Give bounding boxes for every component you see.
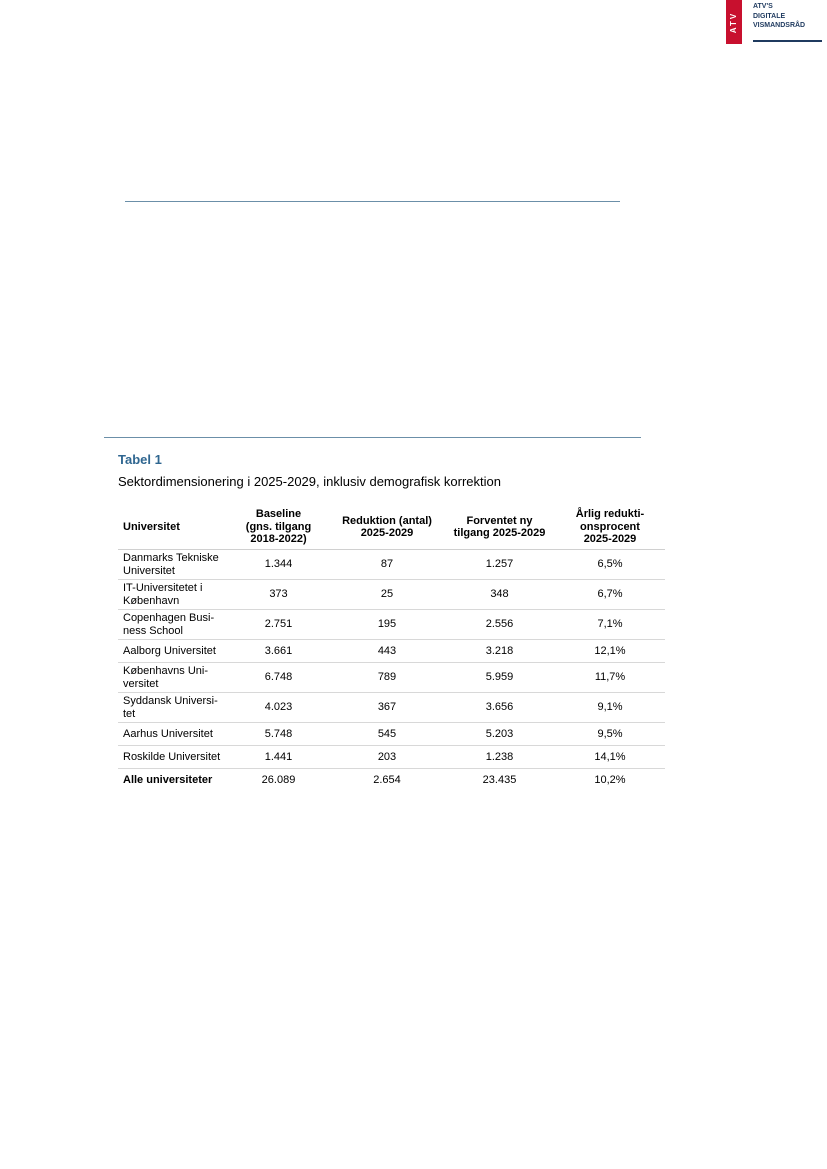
cell-reduction: 87 [330,550,444,580]
header-baseline [227,506,330,550]
cell-baseline: 373 [227,580,330,610]
header-reduction-line: Reduktion (antal) [342,514,432,527]
cell-new-intake-total: 23.435 [482,773,517,786]
header-baseline-line: 2018-2022) [250,533,307,546]
table-row [118,663,665,693]
cell-university-line: ness School [123,624,183,637]
cell-university-line: Universitet [123,564,175,577]
cell-university [118,610,227,640]
cell-baseline: 5.748 [227,723,330,746]
table-row [118,580,665,610]
cell-annual-pct: 14,1% [555,746,665,769]
cell-reduction: 203 [330,746,444,769]
cell-reduction: 25 [330,580,444,610]
cell-university-line: København [123,594,180,607]
cell-baseline: 3.661 [227,640,330,663]
brand-logo [726,0,822,44]
cell-university-line: IT-Universitetet i [123,582,203,594]
cell-annual-pct: 6,7% [555,580,665,610]
brand-underline [753,40,822,42]
header-new-intake [444,506,555,550]
header-baseline-line: (gns. tilgang [245,520,312,533]
divider-top [125,201,620,202]
brand-line-3: VISMANDSRÅD [753,22,806,29]
data-table [118,506,665,791]
brand-name [753,2,805,31]
header-university-line: Universitet [123,520,180,533]
cell-new-intake: 5.959 [444,663,555,693]
cell-new-intake: 5.203 [444,723,555,746]
cell-university-line: Syddansk Universi- [123,695,218,707]
cell-university [118,693,227,723]
cell-university-line: Roskilde Universitet [123,750,221,763]
table-row [118,640,665,663]
cell-new-intake: 348 [444,580,555,610]
cell-reduction: 367 [330,693,444,723]
header-annual-pct-line: onsprocent [580,520,640,533]
table-row [118,723,665,746]
cell-university [118,723,227,746]
brand-line-2: DIGITALE [753,12,786,20]
header-annual-pct-line: Årlig redukti- [575,508,645,521]
divider-section [104,437,641,438]
cell-university-line: Danmarks Tekniske [123,552,219,564]
cell-university-line: Københavns Uni- [123,665,208,677]
cell-reduction: 545 [330,723,444,746]
cell-baseline: 4.023 [227,693,330,723]
brand-vertical-text: ATV [729,11,739,33]
cell-annual-pct: 6,5% [555,550,665,580]
header-annual-pct [555,506,665,550]
header-baseline-line: Baseline [255,508,302,521]
cell-annual-pct-total: 10,2% [594,773,626,786]
cell-university [118,746,227,769]
cell-new-intake: 1.257 [444,550,555,580]
cell-baseline: 2.751 [227,610,330,640]
cell-new-intake: 3.656 [444,693,555,723]
cell-university-line: Copenhagen Busi- [123,612,215,624]
table-row [118,550,665,580]
table-caption: Sektordimensionering i 2025-2029, inklusiv demografisk korrektion [118,474,501,489]
header-annual-pct-line: 2025-2029 [583,533,637,546]
cell-university [118,640,227,663]
table-label: Tabel 1 [118,452,162,467]
cell-baseline: 1.344 [227,550,330,580]
cell-university [118,580,227,610]
cell-new-intake: 3.218 [444,640,555,663]
cell-university-line: Aarhus Universitet [123,727,213,740]
cell-reduction-total: 2.654 [373,773,401,786]
header-reduction-line: 2025-2029 [360,527,414,539]
cell-baseline-total: 26.089 [261,773,296,786]
cell-annual-pct: 12,1% [555,640,665,663]
header-new-intake-line: Forventet ny [466,514,533,527]
header-university [118,506,227,550]
cell-university-total: Alle universiteter [123,773,213,786]
table-row [118,746,665,769]
cell-university-line: tet [123,707,136,720]
cell-annual-pct: 11,7% [555,663,665,693]
table-row-total [118,769,665,792]
cell-university [118,550,227,580]
table-header-row [118,506,665,550]
cell-university-line: versitet [123,677,159,690]
cell-baseline: 6.748 [227,663,330,693]
header-reduction [330,506,444,550]
cell-reduction: 789 [330,663,444,693]
cell-annual-pct: 9,1% [555,693,665,723]
table-row [118,693,665,723]
brand-line-1: ATV'S [753,3,773,10]
table-body [118,550,665,792]
cell-annual-pct: 9,5% [555,723,665,746]
cell-new-intake: 2.556 [444,610,555,640]
cell-annual-pct: 7,1% [555,610,665,640]
table-row [118,610,665,640]
header-new-intake-line: tilgang 2025-2029 [453,527,546,539]
cell-baseline: 1.441 [227,746,330,769]
cell-university [118,663,227,693]
cell-reduction: 443 [330,640,444,663]
brand-vertical-label [726,0,742,44]
cell-university-line: Aalborg Universitet [123,644,216,657]
cell-reduction: 195 [330,610,444,640]
cell-new-intake: 1.238 [444,746,555,769]
